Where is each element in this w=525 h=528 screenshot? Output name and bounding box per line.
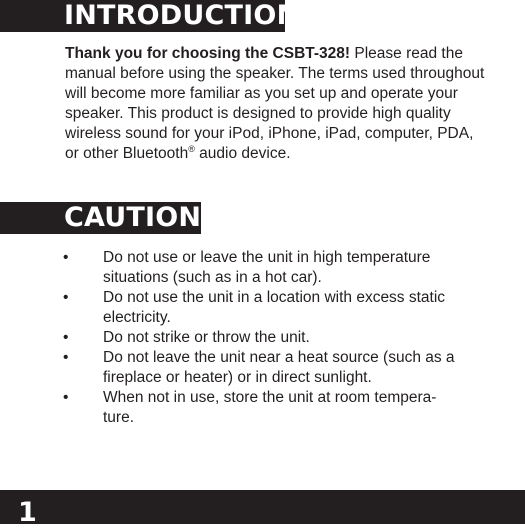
caution-item-text: Do not use the unit in a location with excess static electricity. (103, 289, 446, 326)
caution-item-text: Do not strike or throw the unit. (103, 329, 310, 346)
introduction-heading (0, 0, 300, 32)
caution-list (0, 248, 500, 428)
bullet-icon: • (63, 249, 69, 266)
intro-lead-text: Thank you for choosing the CSBT-328! (65, 45, 351, 62)
intro-body-text: Please read the manual before using the speaker. The terms used throughout will become more familiar as you set up and operate your speaker. This product is designed to provide high quality wireless sound for your iPod, iPhone, iPad, computer, PDA, or other Bluetooth (65, 45, 485, 162)
caution-item-text: Do not leave the unit near a heat source (such as a fireplace or heater) or in direct sunlight. (103, 349, 455, 386)
footer-bar (0, 490, 525, 528)
caution-item (0, 288, 500, 328)
caution-item (0, 328, 500, 348)
intro-body-end-text: audio device. (194, 145, 291, 162)
caution-item-text: Do not use or leave the unit in high temperature situations (such as in a hot car). (103, 249, 431, 286)
caution-heading-text: CAUTION (64, 202, 202, 233)
caution-item-text: When not in use, store the unit at room tempera-ture. (103, 389, 437, 426)
registered-mark: ® (188, 143, 195, 154)
bullet-icon: • (63, 289, 69, 306)
introduction-heading-text: INTRODUCTION (64, 0, 300, 31)
bullet-icon: • (63, 349, 69, 366)
introduction-paragraph (65, 44, 485, 164)
caution-item (0, 388, 500, 428)
caution-item (0, 248, 500, 288)
bullet-icon: • (63, 389, 69, 406)
page-number: 1 (18, 497, 37, 528)
bullet-icon: • (63, 329, 69, 346)
caution-item (0, 348, 500, 388)
caution-heading (0, 202, 201, 234)
